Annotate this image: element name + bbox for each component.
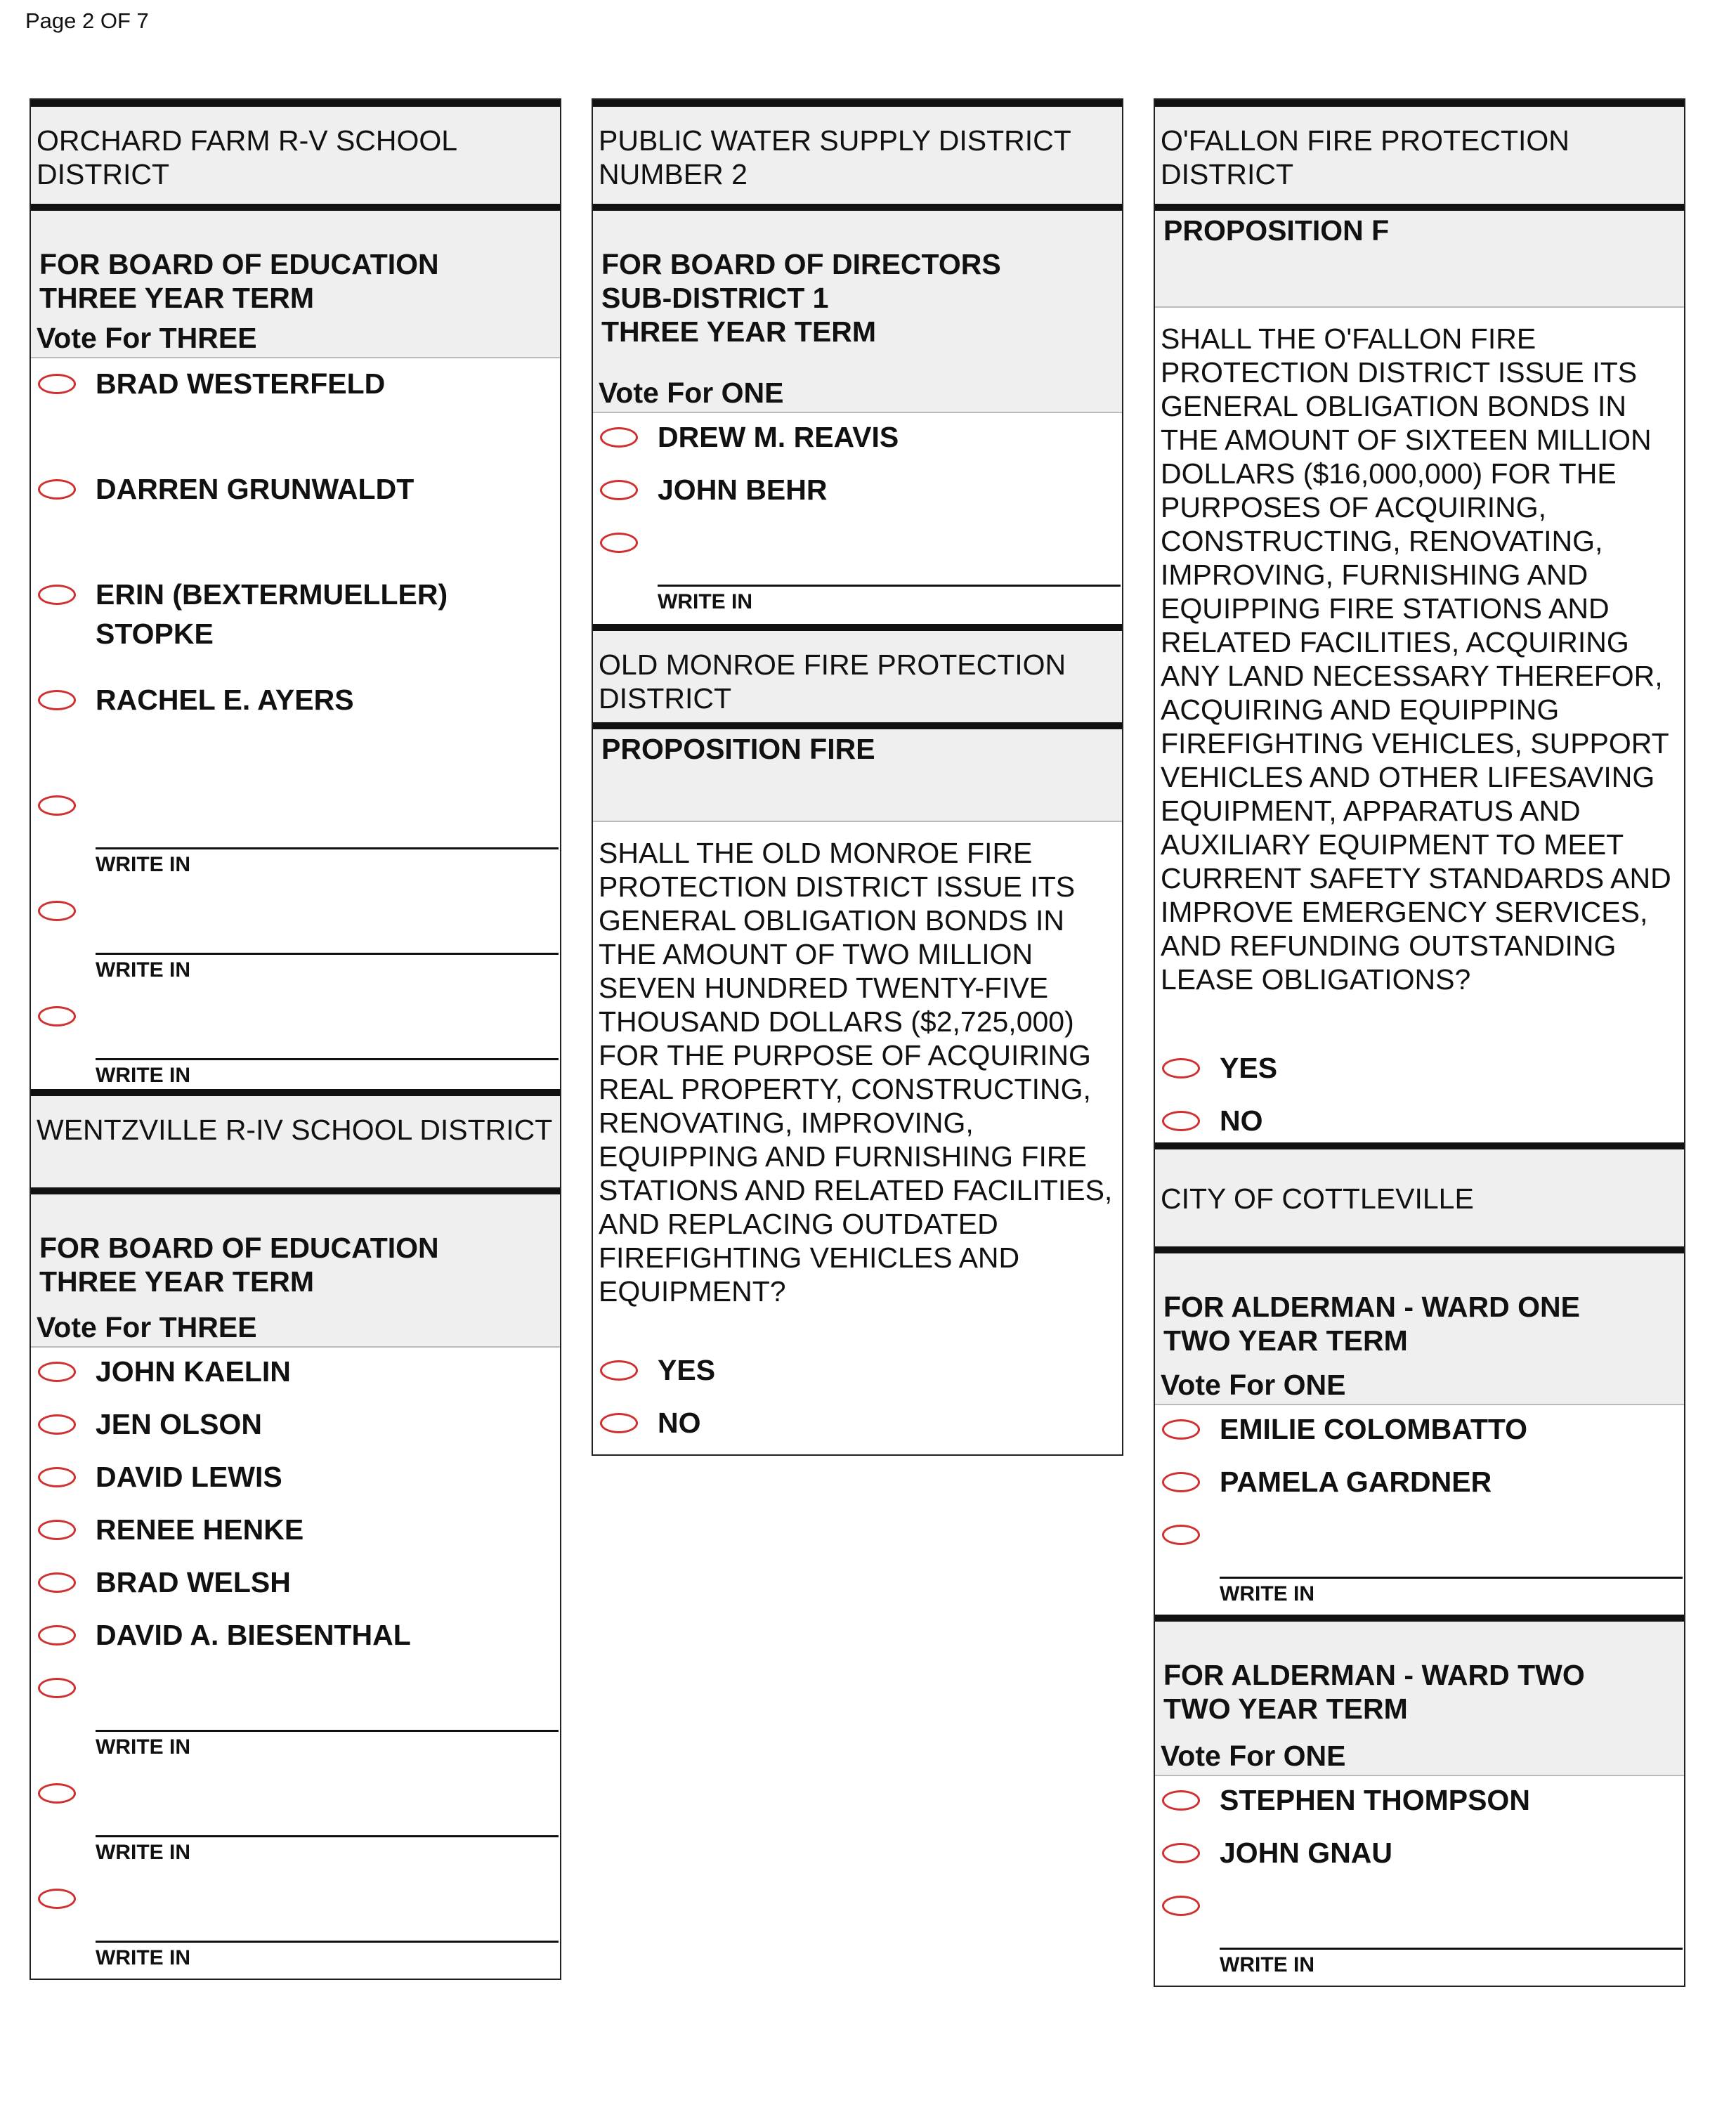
vote-for-label: Vote For ONE <box>1161 1369 1346 1401</box>
write-in-line[interactable] <box>96 1941 559 1943</box>
yes-choice[interactable] <box>593 1350 1122 1390</box>
candidate-name: JOHN BEHR <box>658 474 828 506</box>
vote-oval[interactable] <box>600 1413 638 1433</box>
vote-oval[interactable] <box>38 795 76 816</box>
write-in-label: WRITE IN <box>96 1064 190 1087</box>
vote-oval[interactable] <box>38 1520 76 1540</box>
vote-oval[interactable] <box>1162 1843 1200 1863</box>
write-in-line[interactable] <box>96 1058 559 1060</box>
candidate-name: DREW M. REAVIS <box>658 421 899 453</box>
page-number: Page 2 OF 7 <box>25 8 149 33</box>
proposition-body: SHALL THE OLD MONROE FIRE PROTECTION DISTRICT ISSUE ITS GENERAL OBLIGATION BONDS IN THE AMOUNT OF TWO MILLION SEVEN HUNDRED TWENTY-FIVE THOUSAND DOLLARS ($2,725,000) FOR THE PURPOSE OF ACQUIRING REAL PROPERTY, CONSTRUCTING, RENOVATING, IMPROVING, EQUIPPING AND FURNISHING FIRE STATIONS AND RELATED FACILITIES, AND REPLACING OUTDATED FIREFIGHTING VEHICLES AND EQUIPMENT? <box>599 837 1113 1308</box>
contest-orchard-farm <box>30 98 561 1980</box>
vote-oval[interactable] <box>38 1362 76 1382</box>
write-in-label: WRITE IN <box>96 1946 190 1969</box>
candidate-choice[interactable] <box>31 1405 560 1444</box>
write-in-label: WRITE IN <box>96 958 190 982</box>
proposition-body: SHALL THE O'FALLON FIRE PROTECTION DISTRICT ISSUE ITS GENERAL OBLIGATION BONDS IN THE AMOUNT OF SIXTEEN MILLION DOLLARS ($16,000,000) FOR THE PURPOSES OF ACQUIRING, CONSTRUCTING, RENOVATING, IMPROVING, FURNISHING AND EQUIPPING FIRE STATIONS AND RELATED FACILITIES, ACQUIRING ANY LAND NECESSARY THEREFOR, ACQUIRING AND EQUIPPING FIREFIGHTING VEHICLES, SUPPORT VEHICLES AND OTHER LIFESAVING EQUIPMENT, APPARATUS AND AUXILIARY EQUIPMENT TO MEET CURRENT SAFETY STANDARDS AND IMPROVE EMERGENCY SERVICES, AND REFUNDING OUTSTANDING LEASE OBLIGATIONS? <box>1161 322 1671 996</box>
no-choice[interactable] <box>593 1403 1122 1442</box>
candidate-choice[interactable] <box>31 469 560 509</box>
candidate-name: BRAD WESTERFELD <box>96 367 386 400</box>
office-title <box>1155 1246 1684 1404</box>
candidate-choice[interactable] <box>31 1510 560 1549</box>
vote-oval[interactable] <box>600 533 638 553</box>
write-in-line[interactable] <box>96 953 559 955</box>
office-name: FOR ALDERMAN - WARD ONE TWO YEAR TERM <box>1163 1291 1580 1357</box>
write-in-choice[interactable] <box>31 1879 560 1977</box>
candidate-name: EMILIE COLOMBATTO <box>1220 1413 1528 1445</box>
choice-list <box>31 357 560 1089</box>
candidate-name: RACHEL E. AYERS <box>96 684 354 716</box>
candidate-choice[interactable] <box>31 575 560 653</box>
write-in-line[interactable] <box>96 847 559 849</box>
proposition-text <box>593 821 1122 1454</box>
contest-header: CITY OF COTTLEVILLE <box>1155 1142 1684 1246</box>
vote-oval[interactable] <box>1162 1058 1200 1078</box>
write-in-line[interactable] <box>1220 1948 1683 1950</box>
vote-oval[interactable] <box>38 1678 76 1698</box>
office-name: FOR BOARD OF EDUCATION THREE YEAR TERM <box>39 1232 439 1298</box>
vote-oval[interactable] <box>1162 1111 1200 1131</box>
candidate-choice[interactable] <box>31 1352 560 1391</box>
office-name: FOR BOARD OF EDUCATION THREE YEAR TERM <box>39 248 439 314</box>
vote-oval[interactable] <box>600 427 638 448</box>
office-title <box>1155 1615 1684 1775</box>
choice-list <box>593 412 1122 624</box>
vote-oval[interactable] <box>1162 1790 1200 1811</box>
candidate-name: RENEE HENKE <box>96 1513 304 1546</box>
write-in-label: WRITE IN <box>96 1735 190 1759</box>
candidate-name: DARREN GRUNWALDT <box>96 473 415 505</box>
vote-for-label: Vote For THREE <box>37 1311 257 1343</box>
contest-header: ORCHARD FARM R-V SCHOOL DISTRICT <box>31 100 560 204</box>
column-2 <box>592 98 1123 1456</box>
write-in-label: WRITE IN <box>96 853 190 876</box>
contest-header: O'FALLON FIRE PROTECTION DISTRICT <box>1155 100 1684 204</box>
candidate-choice[interactable] <box>31 680 560 719</box>
vote-oval[interactable] <box>600 1360 638 1381</box>
candidate-choice[interactable] <box>593 470 1122 509</box>
write-in-choice[interactable] <box>1155 1515 1684 1613</box>
candidate-name: DAVID LEWIS <box>96 1461 282 1493</box>
write-in-choice[interactable] <box>31 996 560 1088</box>
vote-oval[interactable] <box>38 1572 76 1593</box>
candidate-choice[interactable] <box>31 1563 560 1602</box>
write-in-label: WRITE IN <box>1220 1582 1314 1605</box>
candidate-choice[interactable] <box>31 364 560 403</box>
choice-list <box>1155 1404 1684 1615</box>
write-in-choice[interactable] <box>31 891 560 989</box>
vote-oval[interactable] <box>1162 1525 1200 1545</box>
yes-choice[interactable] <box>1155 1048 1684 1088</box>
choice-label: YES <box>1220 1052 1278 1084</box>
write-in-choice[interactable] <box>1155 1886 1684 1984</box>
no-choice[interactable] <box>1155 1101 1684 1140</box>
vote-oval[interactable] <box>38 479 76 500</box>
choice-list <box>31 1346 560 1979</box>
vote-oval[interactable] <box>1162 1896 1200 1916</box>
vote-oval[interactable] <box>38 1467 76 1487</box>
office-title <box>593 204 1122 412</box>
vote-oval[interactable] <box>600 480 638 500</box>
candidate-name: PAMELA GARDNER <box>1220 1466 1492 1498</box>
choice-label: NO <box>658 1407 701 1439</box>
candidate-name: JEN OLSON <box>96 1408 262 1440</box>
write-in-choice[interactable] <box>31 786 560 884</box>
column-1 <box>30 98 561 1980</box>
proposition-title: PROPOSITION F <box>1155 204 1684 306</box>
write-in-line[interactable] <box>658 585 1121 587</box>
proposition-text <box>1155 306 1684 1142</box>
choice-label: NO <box>1220 1104 1263 1137</box>
vote-for-label: Vote For ONE <box>599 377 784 409</box>
vote-oval[interactable] <box>38 1889 76 1909</box>
candidate-choice[interactable] <box>1155 1409 1684 1449</box>
office-name: FOR ALDERMAN - WARD TWO TWO YEAR TERM <box>1163 1659 1585 1725</box>
contest-water-supply <box>592 98 1123 1456</box>
write-in-choice[interactable] <box>31 1668 560 1766</box>
contest-header: WENTZVILLE R-IV SCHOOL DISTRICT <box>31 1089 560 1187</box>
candidate-choice[interactable] <box>1155 1462 1684 1501</box>
vote-oval[interactable] <box>38 1783 76 1804</box>
candidate-choice[interactable] <box>31 1615 560 1655</box>
vote-oval[interactable] <box>38 1625 76 1645</box>
vote-oval[interactable] <box>38 901 76 921</box>
office-title <box>31 1187 560 1346</box>
write-in-choice[interactable] <box>31 1773 560 1872</box>
vote-oval[interactable] <box>38 1414 76 1435</box>
write-in-label: WRITE IN <box>658 590 752 613</box>
column-3 <box>1154 98 1685 1987</box>
vote-oval[interactable] <box>38 585 76 605</box>
candidate-choice[interactable] <box>31 1457 560 1497</box>
choice-list <box>1155 1775 1684 1986</box>
candidate-choice[interactable] <box>1155 1780 1684 1820</box>
candidate-name: ERIN (BEXTERMUELLER) STOPKE <box>96 578 448 650</box>
write-in-label: WRITE IN <box>1220 1953 1314 1976</box>
write-in-line[interactable] <box>96 1730 559 1732</box>
write-in-label: WRITE IN <box>96 1841 190 1864</box>
write-in-line[interactable] <box>96 1835 559 1837</box>
write-in-line[interactable] <box>1220 1577 1683 1579</box>
vote-oval[interactable] <box>38 690 76 710</box>
contest-ofallon <box>1154 98 1685 1987</box>
vote-oval[interactable] <box>38 374 76 394</box>
candidate-name: JOHN KAELIN <box>96 1355 291 1388</box>
contest-header: OLD MONROE FIRE PROTECTION DISTRICT <box>593 624 1122 722</box>
contest-header: PUBLIC WATER SUPPLY DISTRICT NUMBER 2 <box>593 100 1122 204</box>
vote-oval[interactable] <box>38 1006 76 1027</box>
write-in-choice[interactable] <box>593 523 1122 621</box>
office-title <box>31 204 560 357</box>
candidate-name: BRAD WELSH <box>96 1566 291 1598</box>
proposition-title: PROPOSITION FIRE <box>593 722 1122 821</box>
candidate-choice[interactable] <box>1155 1833 1684 1872</box>
vote-oval[interactable] <box>1162 1419 1200 1440</box>
vote-oval[interactable] <box>1162 1472 1200 1492</box>
vote-for-label: Vote For THREE <box>37 322 257 354</box>
candidate-name: DAVID A. BIESENTHAL <box>96 1619 411 1651</box>
choice-label: YES <box>658 1354 716 1386</box>
vote-for-label: Vote For ONE <box>1161 1740 1346 1772</box>
office-name: FOR BOARD OF DIRECTORS SUB-DISTRICT 1 THREE YEAR TERM <box>601 248 1001 348</box>
candidate-name: STEPHEN THOMPSON <box>1220 1784 1530 1816</box>
candidate-choice[interactable] <box>593 417 1122 457</box>
candidate-name: JOHN GNAU <box>1220 1837 1393 1869</box>
